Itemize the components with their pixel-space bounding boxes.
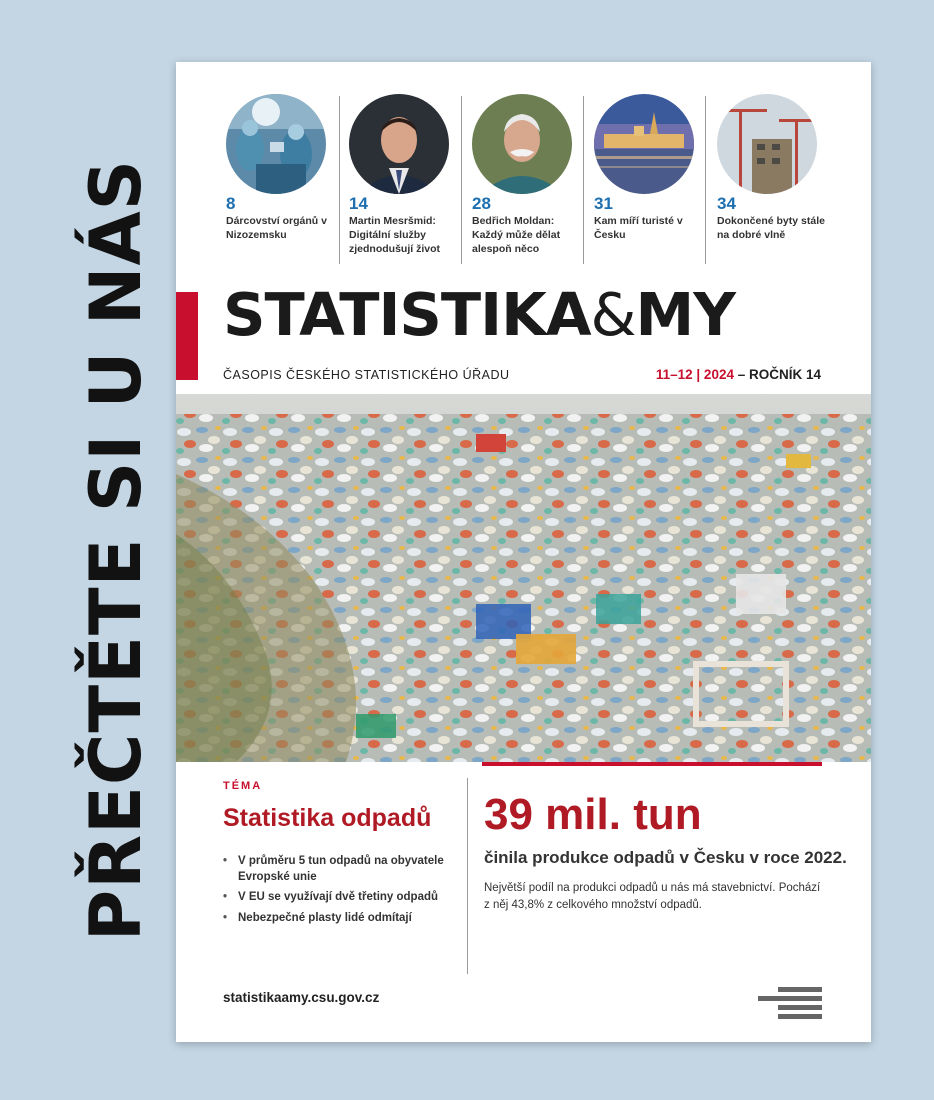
issue-number: 11–12 | 2024 — [655, 367, 734, 382]
topic-bullet-list — [223, 854, 463, 931]
list-item: • V EU se využívají dvě třetiny odpadů — [223, 890, 463, 906]
teaser-divider — [339, 96, 340, 264]
teaser-page-number: 31 — [594, 194, 613, 213]
teaser-page-number: 8 — [226, 194, 236, 213]
topic-label: TÉMA — [223, 780, 263, 792]
masthead-subtitle: ČASOPIS ČESKÉHO STATISTICKÉHO ÚŘADU — [223, 368, 510, 382]
issue-info — [656, 367, 821, 382]
construction-photo — [717, 94, 817, 194]
list-item: • Nebezpečné plasty lidé odmítají — [223, 911, 463, 927]
masthead-title-part2: MY — [635, 280, 735, 349]
website-link[interactable]: statistikaamy.csu.gov.cz — [223, 990, 380, 1005]
teaser-divider — [461, 96, 462, 264]
teaser-divider — [705, 96, 706, 264]
teaser-page-number: 14 — [349, 194, 368, 213]
banner-text: PŘEČTĚTE SI U NÁS — [75, 158, 157, 942]
teaser-title: Dokončené byty stále na dobré vlně — [717, 215, 825, 241]
accent-line — [482, 762, 822, 766]
masthead-accent-bar — [176, 292, 198, 380]
issue-volume: – ROČNÍK 14 — [733, 367, 821, 382]
highlight-number: 39 mil. tun — [484, 790, 702, 839]
teaser-item[interactable] — [226, 90, 348, 270]
teaser-strip — [176, 90, 871, 270]
masthead-ampersand: & — [590, 280, 636, 349]
vertical-banner — [56, 50, 176, 1050]
masthead-title — [223, 280, 735, 349]
teaser-item[interactable] — [349, 90, 471, 270]
topic-title[interactable]: Statistika odpadů — [223, 804, 432, 832]
hero-image-plastic-waste — [176, 394, 871, 762]
csu-logo-icon — [758, 987, 822, 1019]
teaser-divider — [583, 96, 584, 264]
highlight-subtitle: činila produkce odpadů v Česku v roce 2022. — [484, 848, 847, 867]
teaser-title: Kam míří turisté v Česku — [594, 215, 683, 241]
teaser-item[interactable] — [472, 90, 594, 270]
teaser-title: Dárcovství orgánů v Nizozemsku — [226, 215, 327, 241]
teaser-title: Bedřich Moldan: Každý může dělat alespoň něco — [472, 215, 561, 255]
teaser-item[interactable] — [717, 90, 839, 270]
prague-castle-photo — [594, 94, 694, 194]
masthead-title-part1: STATISTIKA — [223, 280, 591, 349]
magazine-cover[interactable] — [176, 62, 871, 1042]
teaser-page-number: 28 — [472, 194, 491, 213]
portrait-photo — [349, 94, 449, 194]
teaser-item[interactable] — [594, 90, 716, 270]
column-divider — [467, 778, 468, 974]
teaser-title: Martin Mesršmid: Digitální služby zjednodušují život — [349, 215, 440, 255]
list-item: • V průměru 5 tun odpadů na obyvatele Evropské unie — [223, 854, 463, 885]
teaser-page-number: 34 — [717, 194, 736, 213]
highlight-text: Největší podíl na produkci odpadů u nás má stavebnictví. Pochází z něj 43,8% z celkového množství odpadů. — [484, 882, 821, 911]
portrait-photo — [472, 94, 572, 194]
surgeons-photo — [226, 94, 326, 194]
